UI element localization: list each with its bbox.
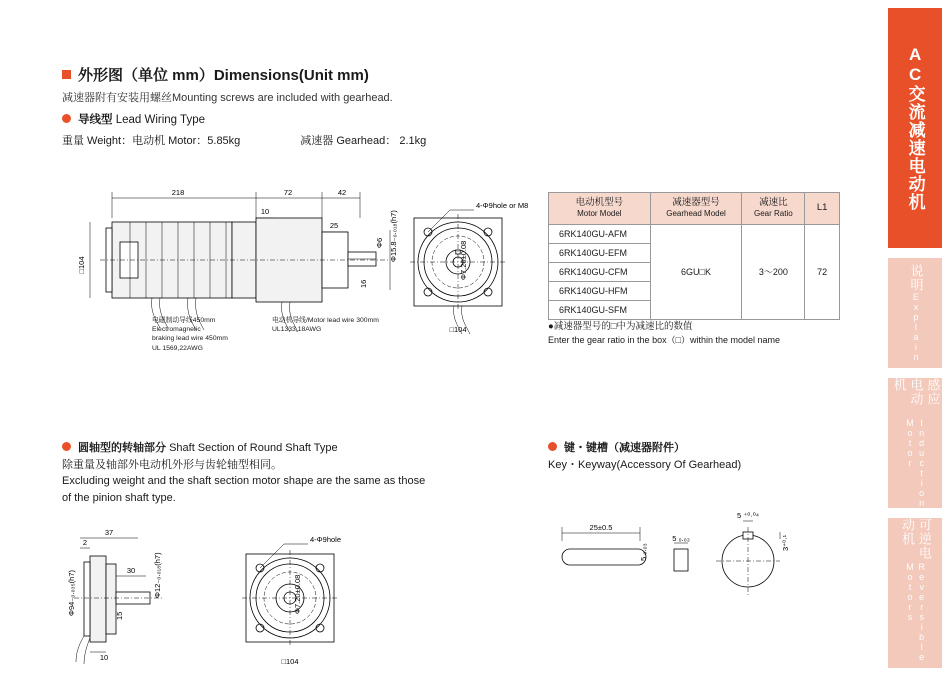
shaft-section-heading: 圆轴型的转轴部分 Shaft Section of Round Shaft Type [62, 440, 522, 457]
rail-tab-ac-gear-motor-label: AC交流减速电动机 [905, 45, 925, 211]
svg-text:Φ12₋₀.₀₁₈(h7): Φ12₋₀.₀₁₈(h7) [153, 552, 162, 598]
rail-tab-reversible-en: Reversible Motors [905, 561, 927, 662]
rail-tab-explain[interactable] [888, 258, 942, 368]
shaft-section-en1: Excluding weight and the shaft section motor shape are the same as those [62, 475, 426, 487]
rail-tab-induction-cn: 感应电动机 [891, 378, 941, 406]
svg-text:5 ₀.₀₃: 5 ₀.₀₃ [672, 534, 690, 543]
weight-motor: 重量 Weight：电动机 Motor：5.85kg [62, 135, 241, 147]
lead-wiring-heading [62, 111, 205, 127]
key-keyway-drawing [548, 505, 848, 615]
table-note-cn: ●减速器型号的□中为减速比的数值 [548, 321, 693, 332]
page-title [62, 64, 369, 85]
svg-text:5 ₀.₀₃: 5 ₀.₀₃ [639, 543, 648, 561]
callout-motor-wire: 电动机导线/Motor lead wire 300mm UL1333,18AWG [272, 317, 379, 334]
table-note [548, 320, 780, 347]
cell-motor-model: 6RK140GU-AFM [549, 224, 651, 243]
svg-text:15: 15 [115, 611, 124, 620]
cell-l1: 72 [805, 224, 840, 319]
square-bullet-icon [62, 70, 71, 79]
svg-text:5 ⁺⁰·⁰⁴: 5 ⁺⁰·⁰⁴ [737, 511, 759, 520]
svg-text:4-Φ9hole or M8: 4-Φ9hole or M8 [476, 201, 529, 210]
svg-text:Φ7.20±0.08: Φ7.20±0.08 [293, 574, 302, 614]
th-l1: L1 [805, 193, 840, 225]
svg-text:Φ6: Φ6 [375, 237, 384, 248]
shaft-section [62, 440, 522, 506]
cell-motor-model: 6RK140GU-CFM [549, 262, 651, 281]
svg-text:42: 42 [337, 188, 347, 197]
weight-gearhead: 减速器 Gearhead： 2.1kg [300, 135, 427, 147]
rail-tab-induction-motor[interactable] [888, 378, 942, 508]
page-title-en: Dimensions(Unit mm) [213, 67, 369, 84]
svg-text:25: 25 [329, 221, 339, 230]
side-tab-rail [880, 0, 950, 679]
svg-text:37: 37 [104, 528, 114, 537]
shaft-section-en2: of the pinion shaft type. [62, 491, 176, 504]
key-section [548, 440, 848, 473]
dot-bullet-icon [548, 442, 557, 451]
table-row [549, 224, 840, 243]
svg-text:30: 30 [126, 566, 136, 575]
svg-text:218: 218 [171, 188, 185, 197]
cell-motor-model: 6RK140GU-SFM [549, 300, 651, 319]
svg-text:2: 2 [82, 538, 88, 547]
table-note-en: Enter the gear ratio in the box（□）within the model name [548, 334, 781, 345]
spec-table [548, 192, 840, 320]
th-gear-ratio: 减速比 Gear Ratio [742, 193, 805, 225]
callout-brake-wire: 电磁制动导线450mm Electromagnetic braking lead wire 450mm UL 1569,22AWG [152, 317, 228, 352]
cell-gearhead-model: 6GU□K [650, 224, 742, 319]
rail-tab-ac-gear-motor[interactable] [888, 8, 942, 248]
cell-motor-model: 6RK140GU-EFM [549, 243, 651, 262]
rail-tab-induction-en: Induction Motor [905, 418, 927, 508]
svg-text:4-Φ9hole: 4-Φ9hole [310, 535, 342, 544]
key-section-heading: 键・键槽（减速器附件） [548, 440, 848, 457]
shaft-section-cn: 除重量及轴部外电动机外形与齿轮轴型相同。 [62, 458, 282, 471]
rail-tab-reversible-motor[interactable] [888, 518, 942, 668]
key-section-en: Key・Keyway(Accessory Of Gearhead) [548, 458, 742, 471]
dot-bullet-icon [62, 442, 71, 451]
svg-text:25±0.5: 25±0.5 [589, 523, 613, 532]
rail-tab-explain-en: Explain [910, 292, 921, 362]
svg-text:16: 16 [359, 279, 368, 288]
svg-text:□104: □104 [449, 325, 467, 334]
th-motor-model: 电动机型号 Motor Model [549, 193, 651, 225]
lead-wiring-en: Lead Wiring Type [115, 114, 205, 126]
cell-motor-model: 6RK140GU-HFM [549, 281, 651, 300]
rail-tab-reversible-cn: 可逆电动机 [900, 518, 932, 560]
dot-bullet-icon [62, 114, 71, 123]
svg-text:3⁺⁰·¹: 3⁺⁰·¹ [781, 534, 790, 551]
th-gearhead-model: 减速器型号 Gearhead Model [650, 193, 742, 225]
svg-text:10: 10 [260, 207, 270, 216]
lead-wiring-cn: 导线型 [78, 114, 113, 126]
cell-gear-ratio: 3～200 [742, 224, 805, 319]
weight-row [62, 132, 426, 148]
dimension-drawing-round-shaft [60, 520, 400, 670]
page-subtitle: 减速器附有安装用螺丝Mounting screws are included with gearhead. [62, 92, 393, 104]
table-header-row [549, 193, 840, 225]
rail-tab-explain-cn: 说明 [908, 264, 924, 292]
page-title-cn: 外形图（单位 mm） [78, 67, 214, 84]
svg-text:Φ94₋₀.₀₃₅(h7): Φ94₋₀.₀₃₅(h7) [67, 569, 76, 616]
svg-text:□104: □104 [281, 657, 299, 666]
svg-text:10: 10 [99, 653, 109, 662]
svg-text:72: 72 [283, 188, 293, 197]
svg-text:Φ15.8₋₀.₀₁₈(h7): Φ15.8₋₀.₀₁₈(h7) [389, 210, 398, 262]
svg-text:Φ7.20±0.08: Φ7.20±0.08 [459, 240, 468, 280]
svg-text:□104: □104 [77, 256, 86, 274]
